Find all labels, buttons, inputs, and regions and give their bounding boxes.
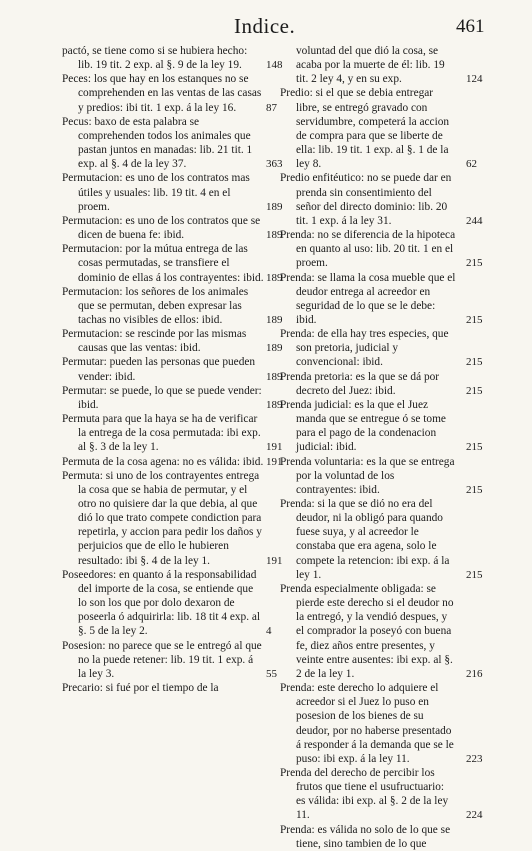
index-entry — [280, 44, 483, 86]
index-entry-text: Prenda voluntaria: es la que se entrega por la voluntad de los contrayentes: ibid. — [280, 455, 455, 496]
index-entry-text: Precario: si fué por el tiempo de la — [62, 682, 219, 695]
index-entry-page-ref: 215 — [466, 313, 483, 326]
index-entry-text: Peces: los que hay en los estanques no se comprehenden en las ventas de las casas y predios: ibi tit. 1 exp. á la ley 16. — [62, 73, 262, 114]
index-entry-page-ref: 189 — [266, 313, 283, 326]
header-title: Indice. — [234, 14, 296, 38]
index-entry — [280, 766, 483, 823]
index-column-right — [280, 44, 483, 851]
index-entry-text: Prenda especialmente obligada: se pierde este derecho si el deudor no la entregó, y la vendió despues, y el comprador la poseyó con buena fe, diez años entre presentes, y veinte entre ausentes: ibi exp. al §. 2 de la ley 1. — [280, 582, 454, 680]
index-column-left — [62, 44, 283, 695]
index-entry-text: Permuta de la cosa agena: no es válida: ibid. — [62, 455, 264, 468]
index-entry-text: Permuta para que la haya se ha de verificar la entrega de la cosa permutada: ibi exp. al §. 3 de la ley 1. — [62, 413, 261, 454]
index-entry-text: Prenda: es válida no solo de lo que se tiene, sino tambien de lo que — [280, 823, 451, 850]
index-entry — [280, 86, 477, 171]
index-entry-page-ref: 191 — [266, 441, 283, 454]
index-entry — [280, 398, 483, 455]
index-entry-text: pactó, se tiene como si se hubiera hecho: lib. 19 tit. 2 exp. al §. 9 de la ley 19. — [62, 45, 248, 72]
index-entry-text: Prenda del derecho de percibir los frutos que tiene el usufructuario: es válida: ibi exp. al §. 2 de la ley 11. — [280, 766, 449, 822]
index-entry-text: Poseedores: en quanto á la responsabilidad del importe de la cosa, se entiende que lo son los que por dolo dexaron de poseerla ó adquirirla: lib. 18 tit 4 exp. al §. 5 de la ley 2. — [62, 568, 261, 638]
index-entry — [280, 681, 483, 766]
index-entry-text: Permutacion: por la mútua entrega de las cosas permutadas, se transfiere el dominio de ellas á los contrayentes: ibid. — [62, 243, 264, 284]
index-entry-text: Permutar: pueden las personas que pueden vender: ibid. — [62, 356, 256, 383]
index-entry-page-ref: 191 — [266, 554, 283, 567]
index-entry — [280, 171, 483, 228]
index-entry — [62, 115, 283, 172]
index-entry-page-ref: 215 — [466, 384, 483, 397]
index-entry-text: Prenda: se llama la cosa mueble que el deudor entrega al acreedor en seguridad de lo que se le debe: ibid. — [280, 271, 456, 326]
index-entry-text: voluntad del que dió la cosa, se acaba por la muerte de él: lib. 19 tit. 2 ley 4, y en su exp. — [296, 45, 445, 86]
index-entry — [62, 214, 283, 242]
index-entry-page-ref: 189 — [266, 229, 283, 242]
page-number: 461 — [456, 16, 485, 37]
index-entry — [280, 823, 456, 851]
index-entry — [62, 327, 283, 355]
index-entry-page-ref: 215 — [466, 441, 483, 454]
index-entry-page-ref: 244 — [466, 214, 483, 227]
index-entry-page-ref: 189 — [266, 200, 283, 213]
index-entry — [62, 469, 283, 568]
index-entry-page-ref: 216 — [466, 667, 483, 680]
index-entry — [62, 568, 272, 639]
index-entry — [62, 72, 277, 114]
index-entry-text: Permutar: se puede, lo que se puede vender: ibid. — [62, 384, 262, 411]
index-entry-page-ref: 215 — [466, 257, 483, 270]
index-entry-text: Permutacion: se rescinde por las mismas causas que las ventas: ibid. — [62, 328, 247, 355]
index-entry-text: Pecus: baxo de esta palabra se comprehenden todos los animales que pastan juntos en manadas: lib. 21 tit. 1 exp. al §. 4 de la ley 37. — [62, 115, 253, 171]
index-entry — [62, 242, 283, 284]
index-entry-page-ref: 4 — [266, 625, 272, 638]
index-entry — [280, 370, 483, 398]
index-entry-text: Predio: si el que se debia entregar libre, se entregó gravado con servidumbre, competerá la accion de compra para que se liberte de ella: lib. 19 tit. 1 exp. al §. 1 de la ley 8. — [280, 87, 450, 171]
index-entry — [62, 681, 264, 695]
index-entry-page-ref: 215 — [466, 568, 483, 581]
index-entry — [280, 327, 483, 369]
index-entry-page-ref: 189 — [266, 370, 283, 383]
index-entry — [62, 285, 283, 327]
index-entry-text: Permuta: si uno de los contrayentes entrega la cosa que se habia de permutar, y el otro no quisiere dar la que debia, al que dió lo que trato compete condiction para repetirla, y accion para pedir los daños y perjuicios que de ello le hubieren resultado: ibi §. 4 de la ley 1. — [62, 469, 262, 567]
index-entry — [62, 44, 283, 72]
index-entry-page-ref: 189 — [266, 398, 283, 411]
index-entry-page-ref: 62 — [466, 158, 477, 171]
index-entry-page-ref: 189 — [266, 342, 283, 355]
index-entry — [62, 639, 277, 681]
index-entry-text: Permutacion: los señores de los animales que se permutan, deben expresar las tachas no visibles de ellos: ibid. — [62, 285, 249, 326]
index-entry — [280, 497, 483, 582]
index-entry — [62, 171, 283, 213]
index-entry-text: Permutacion: es uno de los contratos mas útiles y usuales: lib. 19 tit. 4 en el proem. — [62, 172, 250, 213]
index-entry-page-ref: 148 — [266, 59, 283, 72]
index-entry-page-ref: 215 — [466, 356, 483, 369]
index-entry-text: Prenda pretoria: es la que se dá por decreto del Juez: ibid. — [280, 370, 440, 397]
index-entry-text: Prenda: no se diferencia de la hipoteca en quanto al uso: lib. 20 tit. 1 en el proem. — [280, 229, 456, 270]
index-entry — [280, 582, 483, 681]
index-entry — [280, 228, 483, 270]
index-entry-page-ref: 189 — [266, 271, 283, 284]
index-entry-text: Prenda: este derecho lo adquiere el acreedor si el Juez lo puso en posesion de los bienes de su deudor, por no haberse presentado á responder á la demanda que se le puso: ibi exp. á la ley 11. — [280, 682, 454, 765]
index-entry — [62, 355, 283, 383]
index-entry — [62, 384, 283, 412]
index-entry-text: Prenda judicial: es la que el Juez manda que se entregue ó se tome para el pago de la condenacion judicial: ibid. — [280, 398, 446, 454]
page-header — [0, 14, 532, 40]
index-entry-text: Predio enfitéutico: no se puede dar en prenda sin consentimiento del señor del directo dominio: lib. 20 tit. 1 exp. á la ley 31. — [280, 172, 452, 227]
index-entry-page-ref: 124 — [466, 73, 483, 86]
index-entry — [280, 271, 483, 328]
index-entry-text: Posesion: no parece que se le entregó al que no la puede retener: lib. 19 tit. 1 exp. á la ley 3. — [62, 639, 262, 680]
index-entry-page-ref: 55 — [266, 667, 277, 680]
index-entry — [62, 412, 283, 454]
index-entry-text: Prenda: si la que se dió no era del deudor, ni la obligó para quando fuese suya, y al acreedor le constaba que era agena, solo le compete la retencion: ibi exp. á la ley 1. — [280, 498, 450, 581]
index-entry — [280, 455, 483, 497]
index-entry — [62, 455, 283, 469]
index-entry-page-ref: 87 — [266, 101, 277, 114]
index-entry-text: Permutacion: es uno de los contratos que se dicen de buena fe: ibid. — [62, 214, 261, 242]
index-entry-page-ref: 223 — [466, 752, 483, 765]
index-entry-text: Prenda: de ella hay tres especies, que son pretoria, judicial y convencional: ibid. — [280, 328, 449, 369]
index-entry-page-ref: 363 — [266, 158, 283, 171]
index-entry-page-ref: 191 — [266, 455, 283, 468]
index-entry-page-ref: 215 — [466, 483, 483, 496]
index-entry-page-ref: 224 — [466, 809, 483, 822]
